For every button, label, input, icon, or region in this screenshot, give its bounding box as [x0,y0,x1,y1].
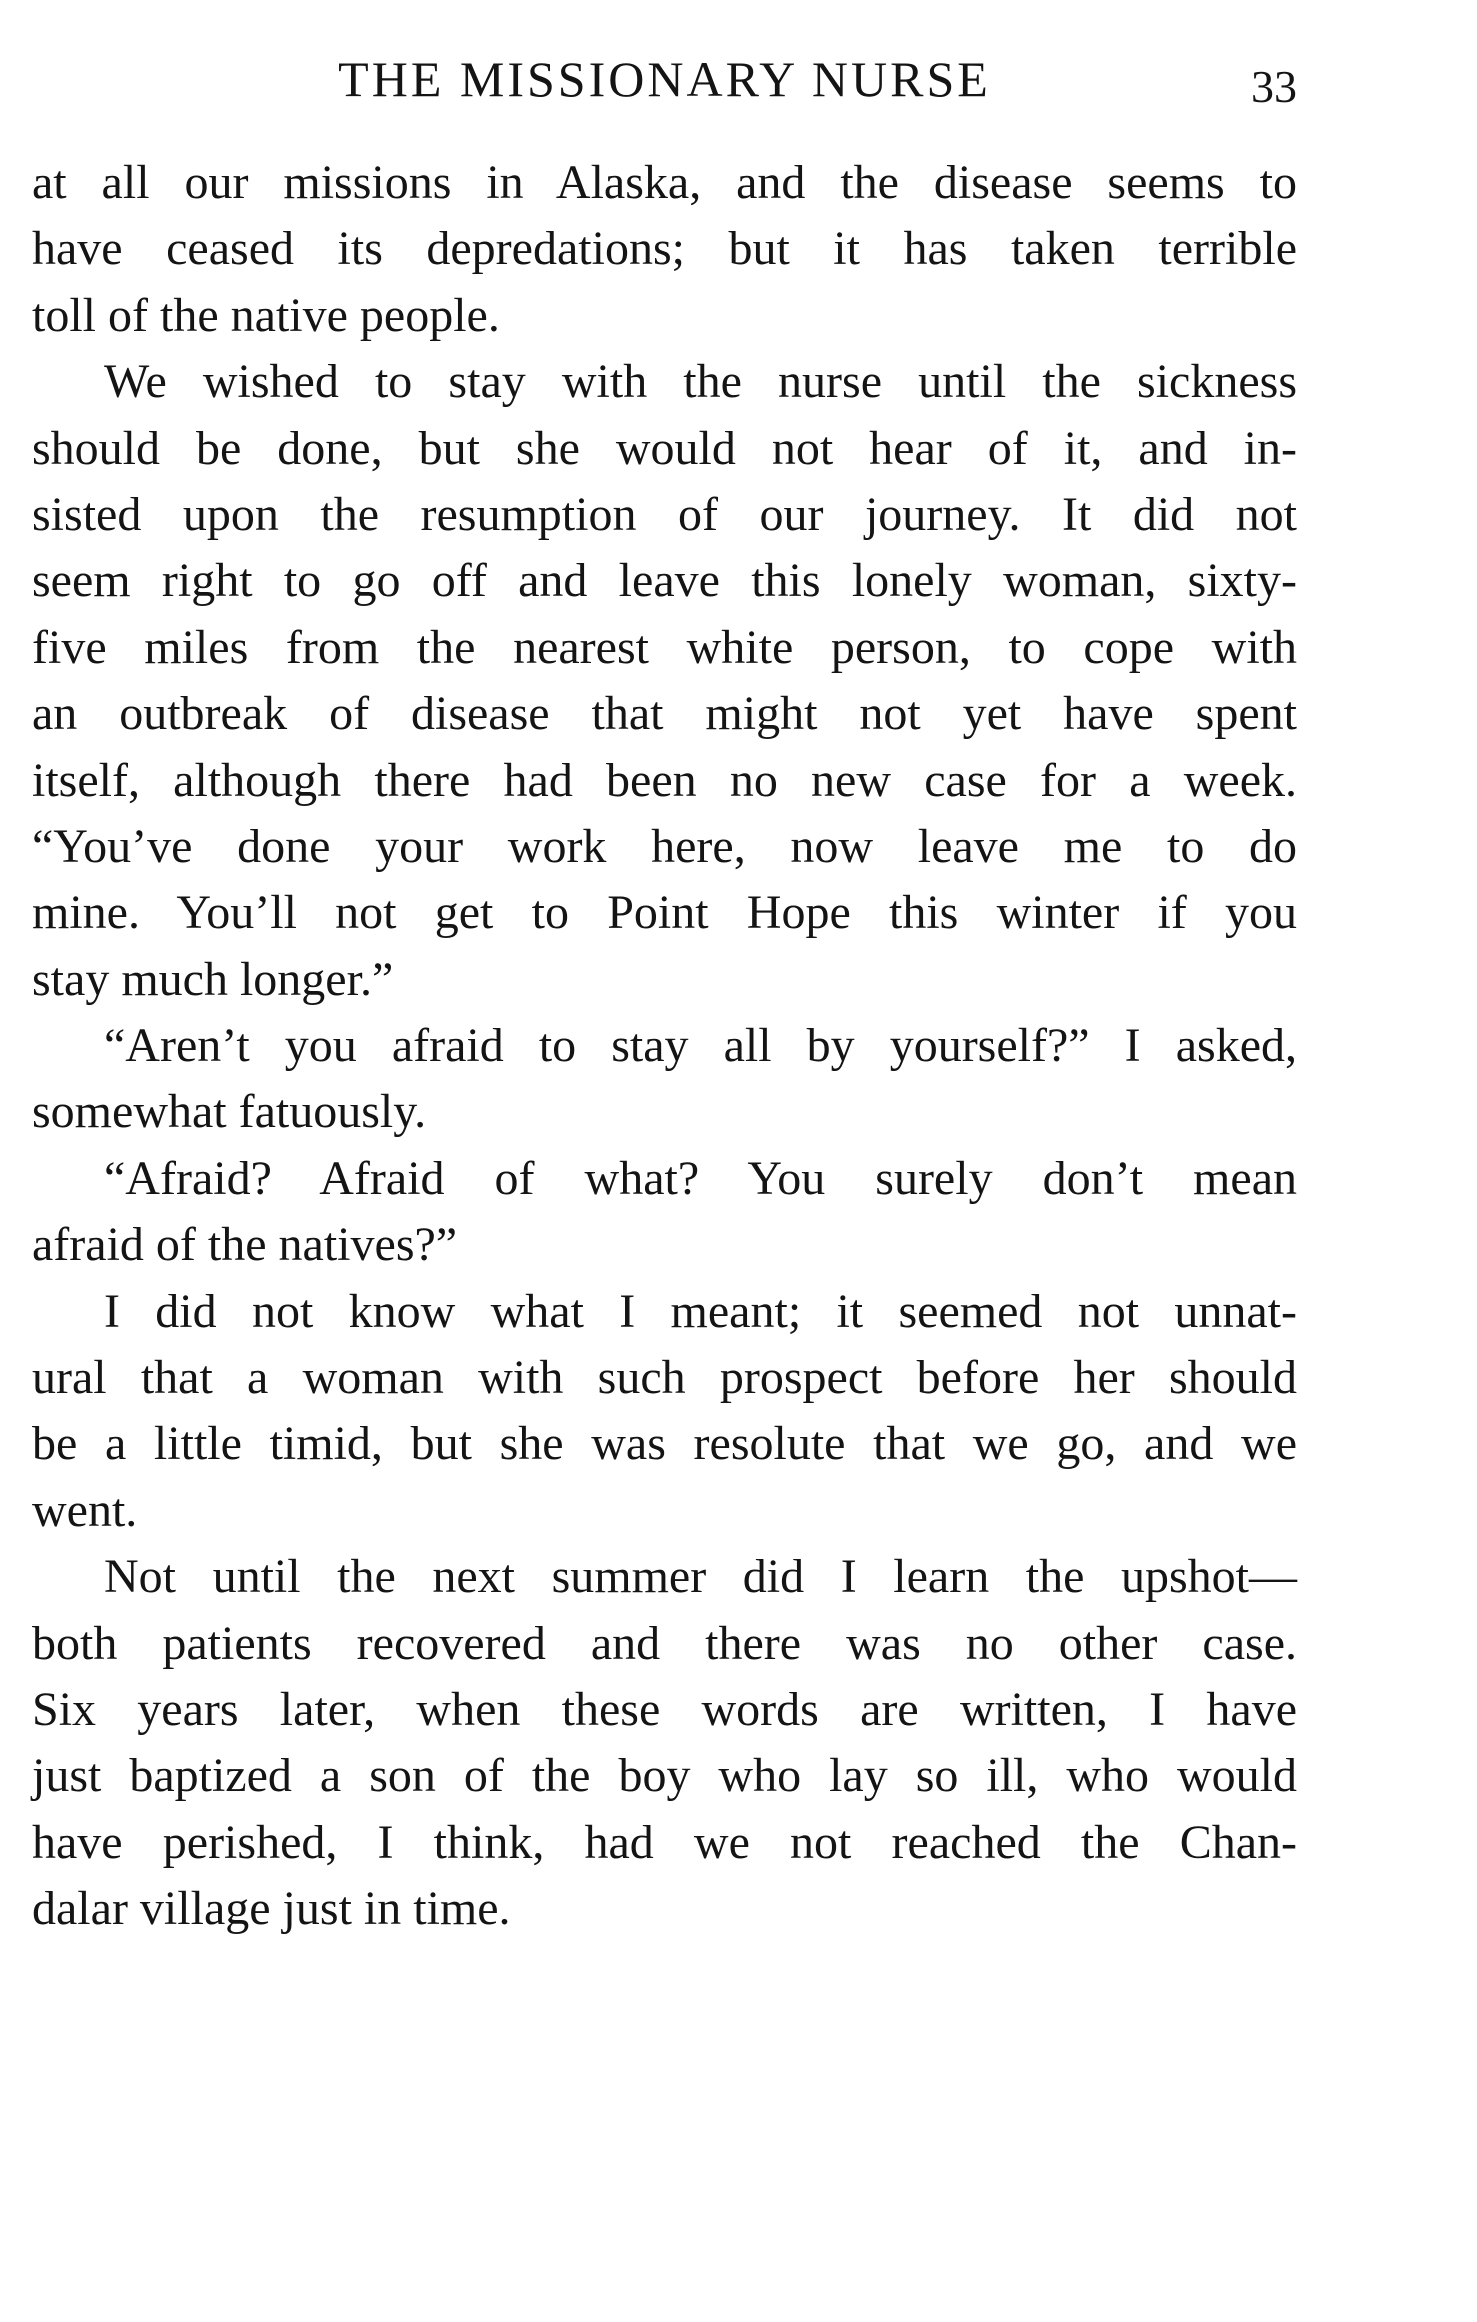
text-line: afraid of the natives?” [32,1218,458,1272]
text-line: five miles from the nearest white person, to cope with [32,620,1297,674]
text-line: be a little timid, but she was resolute that we go, and we [32,1417,1297,1471]
text-line: dalar village just in time. [32,1882,511,1936]
text-line: both patients recovered and there was no other case. [32,1616,1297,1670]
text-line: sisted upon the resumption of our journey. It did not [32,487,1297,541]
text-line: toll of the native people. [32,288,500,342]
text-line: ural that a woman with such prospect before her should [32,1351,1297,1405]
text-line: I did not know what I meant; it seemed not unnat- [104,1284,1297,1338]
text-line: itself, although there had been no new case for a week. [32,753,1297,807]
text-line: should be done, but she would not hear of it, and in- [32,421,1297,475]
text-line: Not until the next summer did I learn the upshot— [104,1550,1297,1604]
text-line: somewhat fatuously. [32,1085,427,1139]
body-text [32,150,1297,1943]
text-line: “You’ve done your work here, now leave me to do [32,819,1297,873]
text-line: Six years later, when these words are written, I have [32,1682,1297,1736]
text-line: went. [32,1483,138,1537]
text-line: an outbreak of disease that might not yet have spent [32,687,1297,741]
text-line: just baptized a son of the boy who lay so ill, who would [32,1749,1297,1803]
running-title: THE MISSIONARY NURSE [338,51,991,107]
text-line: stay much longer.” [32,952,394,1006]
text-line: have perished, I think, had we not reached the Chan- [32,1815,1297,1869]
text-line: “Aren’t you afraid to stay all by yourself?” I asked, [104,1019,1297,1073]
text-line: “Afraid? Afraid of what? You surely don’t mean [104,1151,1297,1205]
text-line: seem right to go off and leave this lonely woman, sixty- [32,554,1297,608]
text-line: have ceased its depredations; but it has taken terrible [32,222,1297,276]
page-number: 33 [1251,61,1297,112]
text-line: We wished to stay with the nurse until the sickness [104,355,1297,409]
text-line: at all our missions in Alaska, and the disease seems to [32,156,1297,209]
text-line: mine. You’ll not get to Point Hope this winter if you [32,886,1297,940]
running-head [32,44,1297,114]
